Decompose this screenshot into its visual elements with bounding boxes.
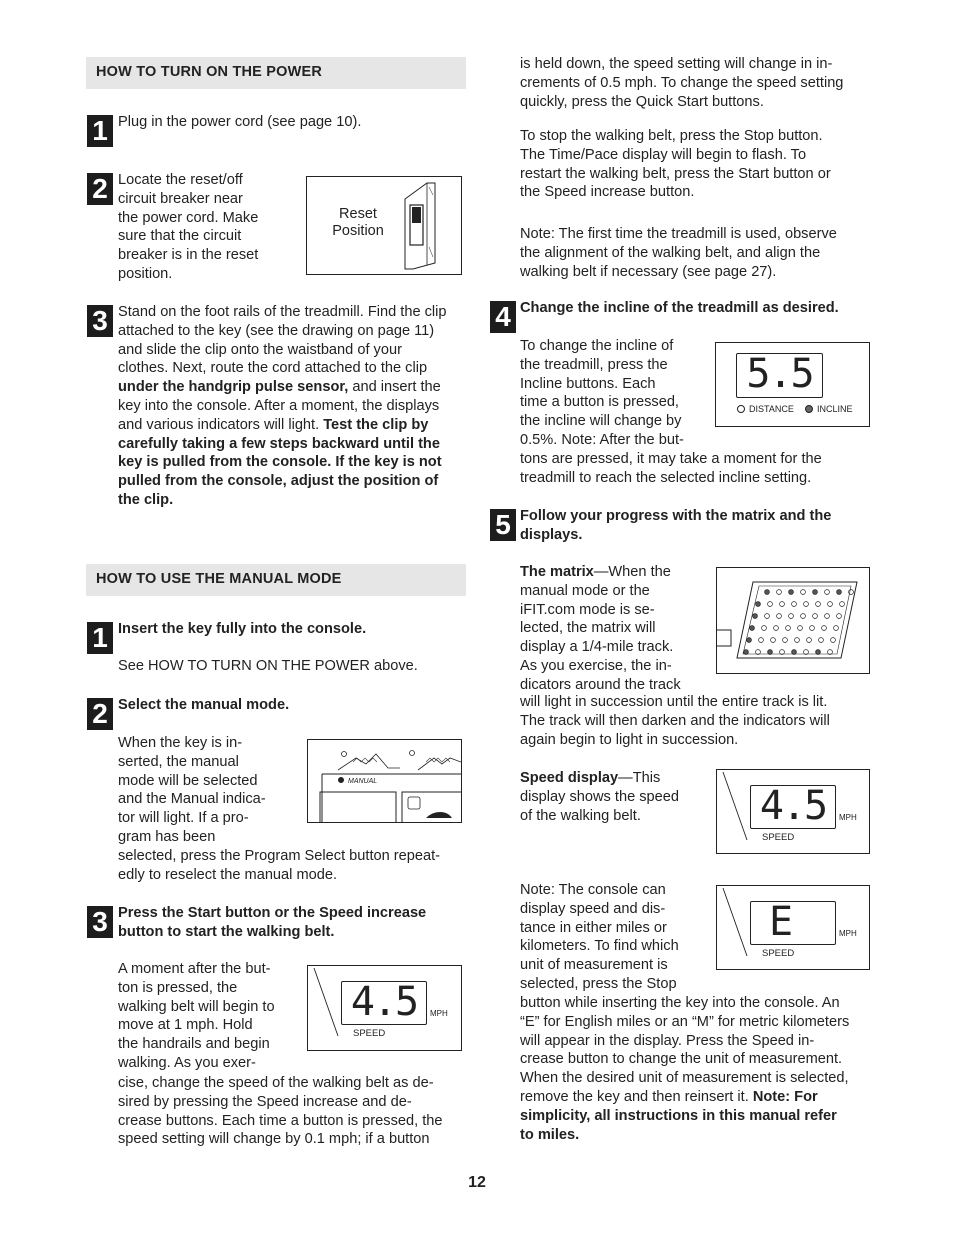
matrix-indicator-dot	[831, 638, 836, 643]
matrix-indicator-dot	[840, 602, 845, 607]
speed-label: SPEED	[353, 1028, 386, 1039]
matrix-indicator-dot	[744, 650, 749, 655]
matrix-track-icon	[717, 568, 869, 673]
text-line: position.	[118, 265, 173, 282]
step-4-text: To change the incline of the treadmill, press the Incline buttons. Each time a button is pressed, the incline will change by 0.5%. Note: After the but-	[520, 338, 684, 448]
speed-display-text: Speed display—This display shows the speed of the walking belt.	[520, 770, 680, 824]
matrix-indicator-dot	[774, 626, 779, 631]
power-step-3-text: Stand on the foot rails of the treadmill. Find the clip attached to the key (see the drawing on page 11) and slide the clip onto the waistband of your clothes. Next, route the cord attached to the clip under the handgrip pulse sensor, and insert the key into the console. After a moment, the displays and various indicators will light. Test the clip by carefully taking a few steps backward until the key is pulled from the console. If the key is not pulled from the console, adjust the position of the clip.	[118, 304, 447, 508]
unit-display-figure	[716, 885, 870, 970]
matrix-indicator-dot	[792, 650, 797, 655]
speed-display-figure-left	[307, 965, 462, 1051]
unit-lcd	[750, 901, 836, 945]
page-number: 12	[468, 1174, 486, 1191]
manual-step-1-title: Insert the key fully into the console.	[118, 621, 367, 637]
power-step-3-number: 3	[87, 305, 113, 337]
right-note-text: Note: The first time the treadmill is used, observe the alignment of the walking belt, and align the walking belt if necessary (see page 27).	[520, 226, 837, 280]
manual-step-3-title: Press the Start button or the Speed increase button to start the walking belt.	[118, 905, 427, 940]
text-line: circuit breaker near	[118, 190, 243, 207]
matrix-indicator-dot	[765, 614, 770, 619]
matrix-indicator-dot	[825, 590, 830, 595]
power-step-1-text: Plug in the power cord (see page 10).	[118, 114, 362, 130]
power-step-2-text	[118, 171, 298, 284]
incline-display-figure	[715, 342, 870, 427]
matrix-indicator-dot	[798, 626, 803, 631]
text-line: the power cord. Make	[118, 209, 259, 226]
matrix-indicator-dot	[816, 602, 821, 607]
manual-step-2-number: 2	[87, 698, 113, 730]
incline-lcd	[736, 353, 823, 398]
step-4-text-wide: tons are pressed, it may take a moment for the treadmill to reach the selected incline setting.	[520, 451, 822, 486]
step-4-number: 4	[490, 301, 516, 333]
matrix-indicator-dot	[768, 602, 773, 607]
units-note-text-wide: button while inserting the key into the console. An “E” for English miles or an “M” for metric kilometers will appear in the display. Press the Speed in- crease button to change the unit of measurement. When the desired unit of measurement is selected, remove the key and then reinsert it. Note: For simplicity, all instructions in this manual refer to miles.	[520, 995, 850, 1143]
matrix-indicator-dot	[777, 590, 782, 595]
matrix-indicator-dot	[765, 590, 770, 595]
matrix-indicator-dot	[789, 590, 794, 595]
speed-label: SPEED	[762, 948, 795, 959]
matrix-indicator-dot	[810, 626, 815, 631]
distance-indicator-icon	[736, 404, 746, 414]
matrix-indicator-dot	[828, 602, 833, 607]
matrix-indicator-dot	[747, 638, 752, 643]
speed-unit-label: MPH	[839, 929, 857, 938]
matrix-indicator-dot	[771, 638, 776, 643]
text-line: Locate the reset/off	[118, 172, 243, 188]
manual-mode-figure	[307, 739, 462, 823]
reset-position-label: Reset Position	[332, 206, 384, 239]
matrix-indicator-dot	[813, 590, 818, 595]
right-stop-text: To stop the walking belt, press the Stop button. The Time/Pace display will begin to flash. To restart the walking belt, press the Start button or the Speed increase button.	[520, 128, 831, 201]
step-5-title: Follow your progress with the matrix and the displays.	[520, 508, 832, 543]
manual-step-2-text-wide: selected, press the Program Select button repeat- edly to reselect the manual mode.	[118, 848, 441, 883]
incline-lcd-value: 5.5	[746, 351, 813, 397]
speed-unit-label: MPH	[839, 813, 857, 822]
matrix-indicator-dot	[792, 602, 797, 607]
right-continued-text: is held down, the speed setting will change in in- crements of 0.5 mph. To change the speed setting quickly, press the Quick Start buttons.	[520, 56, 844, 110]
units-note-text: Note: The console can display speed and dis- tance in either miles or kilometers. To find which unit of measurement is selected, press the Stop	[520, 882, 679, 992]
incline-indicator-icon	[804, 404, 814, 414]
matrix-indicator-dot	[837, 590, 842, 595]
matrix-indicator-dot	[849, 590, 854, 595]
speed-unit-label: MPH	[430, 1009, 448, 1018]
matrix-indicator-dot	[828, 650, 833, 655]
manual-heading: HOW TO USE THE MANUAL MODE	[96, 571, 342, 587]
matrix-indicator-dot	[837, 614, 842, 619]
matrix-indicator-dot	[750, 626, 755, 631]
manual-step-3-text: A moment after the but- ton is pressed, the walking belt will begin to move at 1 mph. Hold the handrails and begin walking. As you exer-	[118, 961, 275, 1071]
speed-lcd	[750, 785, 836, 829]
power-heading-bar	[86, 57, 466, 89]
matrix-indicator-dot	[807, 638, 812, 643]
matrix-indicator-dot	[822, 626, 827, 631]
matrix-indicator-dot	[819, 638, 824, 643]
power-step-1-number: 1	[87, 115, 113, 147]
speed-lcd	[341, 981, 427, 1025]
matrix-indicator-dot	[804, 602, 809, 607]
speed-display-figure-right	[716, 769, 870, 854]
matrix-indicator-dot	[762, 626, 767, 631]
matrix-text: The matrix—When the manual mode or the iFIT.com mode is se- lected, the matrix will display a 1/4-mile track. As you exercise, the in- dicators around the track	[520, 564, 681, 693]
text-line: sure that the circuit	[118, 228, 242, 245]
step-4-title: Change the incline of the treadmill as desired.	[520, 300, 839, 316]
matrix-indicator-dot	[816, 650, 821, 655]
power-step-2-number: 2	[87, 173, 113, 205]
power-heading: HOW TO TURN ON THE POWER	[96, 64, 323, 80]
matrix-indicator-dot	[768, 650, 773, 655]
reset-breaker-figure	[306, 176, 462, 275]
speed-lcd-value: 4.5	[759, 783, 827, 829]
matrix-indicator-dot	[780, 602, 785, 607]
matrix-indicator-dot	[753, 614, 758, 619]
manual-step-1-number: 1	[87, 622, 113, 654]
unit-lcd-value: E	[768, 899, 794, 945]
matrix-indicator-dot	[813, 614, 818, 619]
matrix-indicator-dot	[756, 650, 761, 655]
matrix-indicator-dot	[780, 650, 785, 655]
matrix-indicator-dot	[759, 638, 764, 643]
speed-lcd-value: 4.5	[350, 979, 418, 1025]
incline-label: INCLINE	[817, 404, 853, 414]
matrix-indicator-dot	[825, 614, 830, 619]
matrix-text-wide: will light in succession until the entire track is lit. The track will then darken and the indicators will again begin to light in succession.	[520, 694, 830, 748]
manual-step-1-text: See HOW TO TURN ON THE POWER above.	[118, 658, 418, 674]
matrix-indicator-dot	[801, 590, 806, 595]
matrix-indicator-dot	[783, 638, 788, 643]
matrix-figure	[716, 567, 870, 674]
matrix-indicator-dot	[804, 650, 809, 655]
text-line: breaker is in the reset	[118, 247, 259, 264]
speed-label: SPEED	[762, 832, 795, 843]
manual-step-2-title: Select the manual mode.	[118, 697, 290, 713]
matrix-indicator-dot	[795, 638, 800, 643]
matrix-indicator-dot	[756, 602, 761, 607]
manual-step-3-number: 3	[87, 906, 113, 938]
manual-heading-bar	[86, 564, 466, 596]
step-5-number: 5	[490, 509, 516, 541]
matrix-indicator-dot	[834, 626, 839, 631]
matrix-indicator-dot	[801, 614, 806, 619]
manual-indicator-label: MANUAL	[348, 778, 378, 785]
matrix-indicator-dot	[777, 614, 782, 619]
matrix-indicator-dot	[786, 626, 791, 631]
console-profile-icon	[308, 740, 461, 822]
manual-step-3-text-wide: cise, change the speed of the walking belt as de- sired by pressing the Speed increase and de- crease buttons. Each time a button is pressed, the speed setting will change by 0.1 mph; if a button	[118, 1075, 443, 1148]
breaker-switch-icon	[397, 177, 461, 274]
matrix-indicator-dot	[789, 614, 794, 619]
manual-step-2-text: When the key is in- serted, the manual mode will be selected and the Manual indica- tor will light. If a pro- gram has been	[118, 735, 266, 845]
distance-label: DISTANCE	[749, 404, 794, 414]
